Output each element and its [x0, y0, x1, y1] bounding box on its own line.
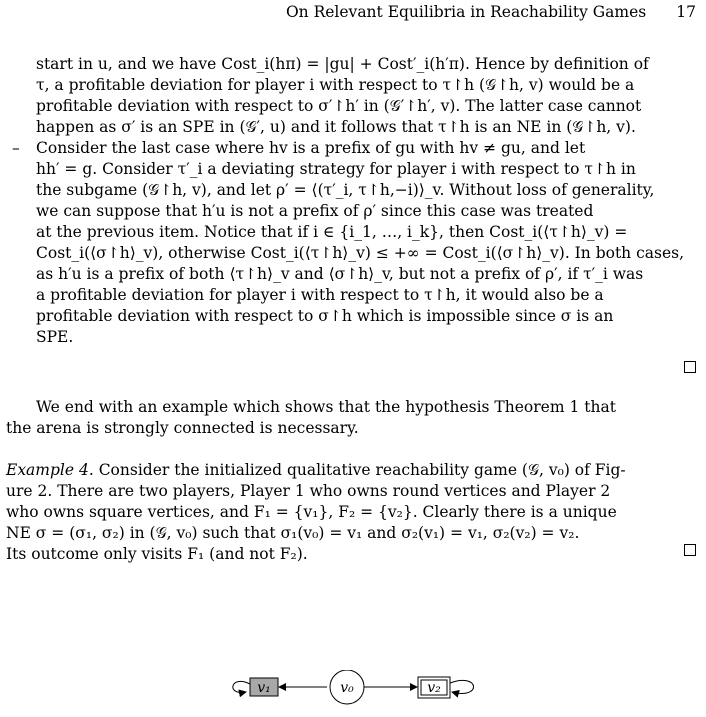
text-line: as h′u is a prefix of both ⟨τ↾h⟩_v and ⟨σ↾h⟩_v, but not a prefix of ρ′, if τ′_i was	[36, 265, 644, 283]
proof-item-continuation	[6, 54, 696, 138]
qed-box-icon	[684, 361, 696, 373]
text-line: the subgame (𝒢↾h, v), and let ρ′ = ⟨(τ′_i, τ↾h,−i)⟩_v. Without loss of generality,	[36, 181, 655, 199]
text-line: the arena is strongly connected is necessary.	[6, 419, 359, 437]
running-header	[0, 2, 696, 22]
text-line: τ, a profitable deviation for player i with respect to τ↾h (𝒢↾h, v) would be a	[36, 76, 635, 94]
qed-box-icon	[684, 544, 696, 556]
node-v2-label: v₂	[427, 680, 441, 696]
example-4	[6, 460, 696, 565]
body-text	[6, 54, 696, 565]
page-number: 17	[676, 3, 696, 21]
text-line: Consider the last case where hv is a prefix of gu with hv ≠ gu, and let	[36, 139, 586, 157]
node-v0-label: v₀	[340, 680, 354, 696]
proof-end	[6, 356, 696, 377]
text-line: profitable deviation with respect to σ′↾h′ in (𝒢′↾h′, v). The latter case cannot	[36, 97, 642, 115]
running-title: On Relevant Equilibria in Reachability Games	[285, 3, 647, 21]
text-line: at the previous item. Notice that if i ∈ {i_1, …, i_k}, then Cost_i(⟨τ↾h⟩_v) =	[36, 223, 628, 241]
edge-v1-self-loop	[233, 681, 250, 692]
node-v1-label: v₁	[257, 680, 271, 696]
example-last-text: Its outcome only visits F₁ (and not F₂).	[6, 545, 308, 563]
example-text: Consider the initialized qualitative reachability game (𝒢, v₀) of Fig-	[93, 461, 626, 479]
list-dash: –	[12, 139, 20, 157]
text-line: hh′ = g. Consider τ′_i a deviating strategy for player i with respect to τ↾h in	[36, 160, 636, 178]
text-line	[6, 544, 696, 565]
text-line: profitable deviation with respect to σ↾h which is impossible since σ is an	[36, 307, 614, 325]
proof-item-last-case	[6, 138, 696, 348]
text-line: Cost_i(⟨σ↾h⟩_v), otherwise Cost_i(⟨τ↾h⟩_v) ≤ +∞ = Cost_i(⟨σ↾h⟩_v). In both cases,	[36, 244, 685, 262]
edge-v2-self-loop	[450, 680, 474, 693]
closing-paragraph	[6, 397, 696, 439]
example-label: Example 4.	[6, 461, 94, 479]
text-line: SPE.	[36, 328, 74, 346]
text-line: we can suppose that h′u is not a prefix of ρ′ since this case was treated	[36, 202, 594, 220]
text-line: start in u, and we have Cost_i(hπ) = |gu| + Cost′_i(h′π). Hence by definition of	[36, 55, 649, 73]
text-line: NE σ = (σ₁, σ₂) in (𝒢, v₀) such that σ₁(v₀) = v₁ and σ₂(v₁) = v₁, σ₂(v₂) = v₂.	[6, 524, 580, 542]
text-line: ure 2. There are two players, Player 1 who owns round vertices and Player 2	[6, 482, 611, 500]
text-line: who owns square vertices, and F₁ = {v₁}, F₂ = {v₂}. Clearly there is a unique	[6, 503, 617, 521]
figure-2-game-graph	[0, 670, 706, 717]
text-line: We end with an example which shows that the hypothesis Theorem 1 that	[36, 398, 616, 416]
text-line: a profitable deviation for player i with respect to τ↾h, it would also be a	[36, 286, 604, 304]
text-line: happen as σ′ is an SPE in (𝒢′, u) and it follows that τ↾h is an NE in (𝒢↾h, v).	[36, 118, 636, 136]
text-line	[6, 460, 696, 481]
